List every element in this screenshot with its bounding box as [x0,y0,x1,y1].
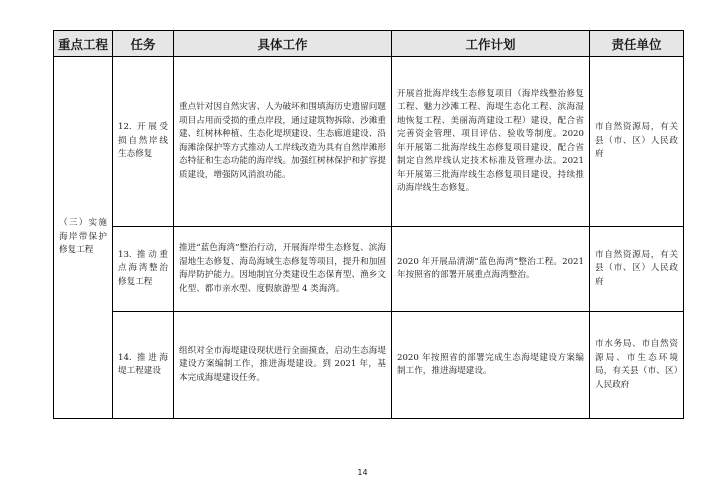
table-row [54,227,684,312]
header-responsible-unit: 责任单位 [590,31,684,57]
header-key-project: 重点工程 [54,31,113,57]
work-plan-table [53,30,684,419]
header-task: 任务 [113,31,174,57]
task-cell: 13. 推动重点海湾整治修复工程 [113,227,174,312]
responsible-unit-cell: 市自然资源局，有关县（市、区）人民政府 [590,227,684,312]
responsible-unit-cell: 市水务局、市自然资源局、市生态环境局，有关县（市、区）人民政府 [590,312,684,419]
specific-work-cell: 重点针对因自然灾害、人为破坏和围填海历史遗留问题项目占用而受损的重点岸段，通过建筑物拆除、沙滩重建、红树林种植、生态化堤坝建设、生态廊道建设、沿海滩涂保护等方式推动人工岸线改造为具有自然岸滩形态特征和生态功能的海岸线。加强红树林保护和扩容提质建设，增强防风消浪功能。 [174,57,392,227]
work-plan-cell: 2020 年按照省的部署完成生态海堤建设方案编制工作，推进海堤建设。 [392,312,590,419]
key-project-cell: （三）实施海岸带保护修复工程 [54,57,113,419]
table-row [54,57,684,227]
header-specific-work: 具体工作 [174,31,392,57]
task-cell: 14. 推进海堤工程建设 [113,312,174,419]
table-row [54,312,684,419]
work-plan-cell: 开展首批海岸线生态修复项目（海岸线整治修复工程、魅力沙滩工程、海堤生态化工程、滨海湿地恢复工程、美丽海湾建设工程）建设，配合省完善资金管理、项目评估、验收等制度。2020 年开展第二批海岸线生态修复项目建设，配合省制定自然岸线认定技术标准及管理办法。2021 年开展第三批海岸线生态修复项目建设，持续推动海岸线生态修复。 [392,57,590,227]
specific-work-cell: 推进“蓝色海湾”整治行动，开展海岸带生态修复、滨海湿地生态修复、海岛海域生态修复等项目，提升和加固海岸防护能力。因地制宜分类建设生态保育型、渔乡文化型、都市亲水型、度假旅游型 4 类海湾。 [174,227,392,312]
specific-work-cell: 组织对全市海堤建设现状进行全面摸查，启动生态海堤建设方案编制工作，推进海堤建设。到 2021 年，基本完成海堤建设任务。 [174,312,392,419]
page-number: 14 [357,468,368,477]
responsible-unit-cell: 市自然资源局，有关县（市、区）人民政府 [590,57,684,227]
task-cell: 12. 开展受损自然岸线生态修复 [113,57,174,227]
table-header-row [54,31,684,57]
work-plan-cell: 2020 年开展品清湖“蓝色海湾”整治工程。2021 年按照省的部署开展重点海湾整治。 [392,227,590,312]
header-work-plan: 工作计划 [392,31,590,57]
